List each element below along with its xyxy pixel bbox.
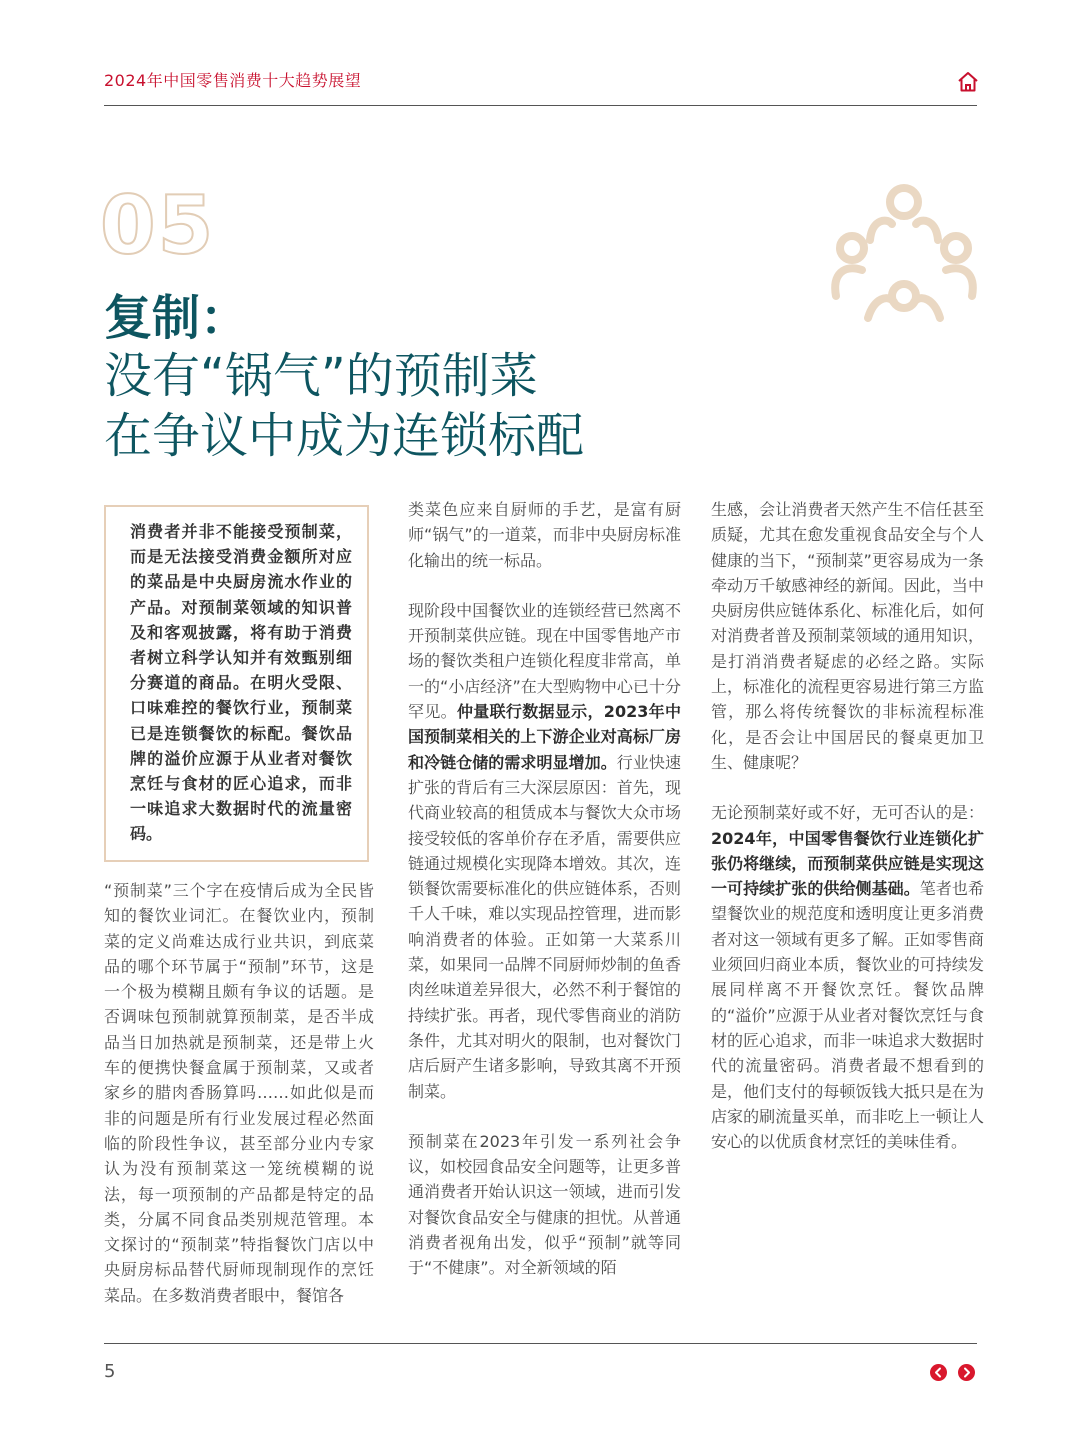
previous-page-button[interactable] xyxy=(930,1364,947,1381)
next-page-button[interactable] xyxy=(958,1364,975,1381)
body-column-2 xyxy=(408,497,681,1281)
report-title: 2024年中国零售消费十大趋势展望 xyxy=(104,71,362,90)
paragraph xyxy=(408,598,681,1104)
callout-text: 消费者并非不能接受预制菜，而是无法接受消费金额所对应的菜品是中央厨房流水作业的产品。对预制菜领域的知识普及和客观披露，将有助于消费者树立科学认知并有效甄别细分赛道的商品。在明火受限、口味难控的餐饮行业，预制菜已是连锁餐饮的标配。餐饮品牌的溢价应源于从业者对餐饮烹饪与食材的匠心追求，而非一味追求大数据时代的流量密码。 xyxy=(130,522,352,844)
paragraph: 生感，会让消费者天然产生不信任甚至质疑，尤其在愈发重视食品安全与个人健康的当下，“预制菜”更容易成为一条牵动万千敏感神经的新闻。因此，当中央厨房供应链体系化、标准化后，如何对消费者普及预制菜领域的通用知识，是打消消费者疑虑的必经之路。实际上，标准化的流程更容易进行第三方监管，那么将传统餐饮的非标流程标准化，是否会让中国居民的餐桌更加卫生、健康呢？ xyxy=(711,500,984,772)
page-number: 5 xyxy=(104,1361,116,1382)
section-title-bold: 复制： xyxy=(104,290,249,346)
body-column-1 xyxy=(104,878,374,1308)
paragraph-text: 现阶段中国餐饮业的连锁经营已然离不开预制菜供应链。现在中国零售地产市场的餐饮类租户连锁化程度非常高，单一的“小店经济”在大型购物中心已十分罕见。 xyxy=(408,600,681,722)
body-column-3 xyxy=(711,497,984,1154)
paragraph-text: 笔者也希望餐饮业的规范度和透明度让更多消费者对这一领域有更多了解。正如零售商业须回归商业本质，餐饮业的可持续发展同样离不开餐饮烹饪。餐饮品牌的“溢价”应源于从业者对餐饮烹饪与食材的匠心追求，而非一味追求大数据时代的流量密码。消费者最不想看到的是，他们支付的每顿饭钱大抵只是在为店家的刷流量买单，而非吃上一顿让人安心的以优质食材烹饪的美味佳肴。 xyxy=(711,879,984,1152)
paragraph-text: 行业快速扩张的背后有三大深层原因：首先，现代商业较高的租赁成本与餐饮大众市场接受较低的客单价存在矛盾，需要供应链通过规模化实现降本增效。其次，连锁餐饮需要标准化的供应链体系，否则千人千味，难以实现品控管理，进而影响消费者的体验。正如第一大菜系川菜，如果同一品牌不同厨师炒制的鱼香肉丝味道差异很大，必然不利于餐馆的持续扩张。再者，现代零售商业的消防条件，尤其对明火的限制，也对餐饮门店后厨产生诸多影响，导致其离不开预制菜。 xyxy=(408,752,681,1101)
people-circle-icon xyxy=(822,178,982,328)
chevron-right-icon xyxy=(958,1364,975,1381)
footer-divider xyxy=(104,1343,977,1344)
paragraph: 预制菜在2023年引发一系列社会争议，如校园食品安全问题等，让更多普通消费者开始认识这一领域，进而引发对餐饮食品安全与健康的担忧。从普通消费者视角出发，似乎“预制”就等同于“不健康”。对全新领域的陌 xyxy=(408,1131,681,1278)
section-title-line-1: 没有“锅气”的预制菜 xyxy=(104,348,538,404)
header-divider xyxy=(104,105,977,106)
highlight-text: 2024年，中国零售餐饮行业连锁化扩张仍将继续，而预制菜供应链是实现这一可持续扩张的供给侧基础。 xyxy=(711,828,984,899)
paragraph xyxy=(711,800,984,1154)
callout-box xyxy=(104,505,369,862)
paragraph-text: 无论预制菜好或不好，无可否认的是： xyxy=(711,803,984,823)
highlight-text: 仲量联行数据显示，2023年中国预制菜相关的上下游企业对高标厂房和冷链仓储的需求明显增加。 xyxy=(408,702,681,772)
chevron-left-icon xyxy=(930,1364,947,1381)
paragraph: “预制菜”三个字在疫情后成为全民皆知的餐饮业词汇。在餐饮业内，预制菜的定义尚难达成行业共识，到底菜品的哪个环节属于“预制”环节，这是一个极为模糊且颇有争议的话题。是否调味包预制就算预制菜，是否半成品当日加热就是预制菜，还是带上火车的便携快餐盒属于预制菜，又或者家乡的腊肉香肠算吗……如此似是而非的问题是所有行业发展过程必然面临的阶段性争议，甚至部分业内专家认为没有预制菜这一笼统模糊的说法，每一项预制的产品都是特定的品类，分属不同食品类别规范管理。本文探讨的“预制菜”特指餐饮门店以中央厨房标品替代厨师现制现作的烹饪菜品。在多数消费者眼中，餐馆各 xyxy=(104,881,374,1305)
home-icon[interactable] xyxy=(956,70,980,94)
section-title-line-2: 在争议中成为连锁标配 xyxy=(104,408,585,464)
section-number: 05 xyxy=(100,179,216,272)
paragraph: 类菜色应来自厨师的手艺，是富有厨师“锅气”的一道菜，而非中央厨房标准化输出的统一标品。 xyxy=(408,500,681,570)
